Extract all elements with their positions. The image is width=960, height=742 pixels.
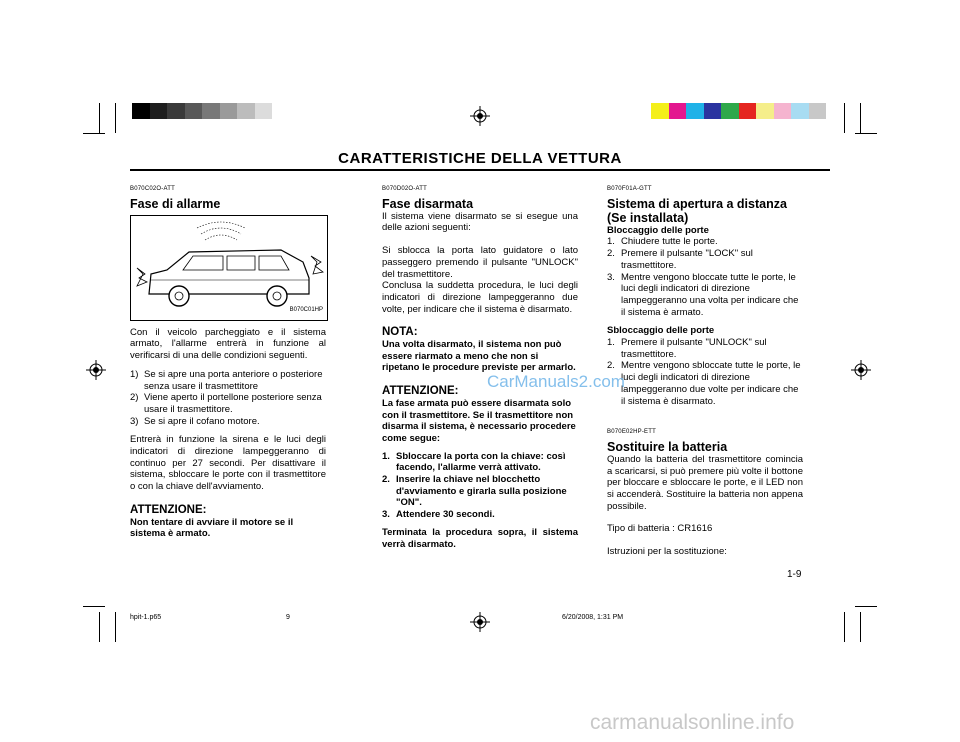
- color-swatch: [774, 103, 792, 119]
- unlock-list: [607, 337, 803, 407]
- warning-text: Non tentare di avviare il motore se il sistema è armato.: [130, 516, 294, 540]
- figure-code: B070C01HP: [289, 307, 323, 313]
- column-2: [382, 184, 578, 550]
- page-number: 1-9: [787, 569, 802, 580]
- paragraph: Si sblocca la porta lato guidatore o lato passeggero premendo il pulsante "UNLOCK" del trasmettitore.: [382, 245, 578, 280]
- color-swatch: [721, 103, 739, 119]
- gray-swatch: [202, 103, 220, 119]
- gray-swatch: [185, 103, 203, 119]
- column-3: [607, 184, 803, 558]
- gray-swatch: [167, 103, 185, 119]
- gray-swatch: [132, 103, 150, 119]
- registration-target-icon: [86, 360, 106, 380]
- condition-list: [130, 369, 326, 428]
- gray-swatch: [220, 103, 238, 119]
- list-item: 1. Sbloccare la porta con la chiave: così facendo, l'allarme verrà attivato.: [382, 450, 566, 474]
- bottom-watermark: carmanualsonline.info: [590, 711, 795, 734]
- final-note: Terminata la procedura sopra, il sistema verrà disarmato.: [382, 526, 578, 550]
- list-item: 2. Inserire la chiave nel blocchetto d'avviamento e girarla sulla posizione "ON".: [382, 474, 567, 509]
- paragraph: Con il veicolo parcheggiato e il sistema armato, l'allarme entrerà in funzione al verificarsi di una delle condizioni seguenti.: [130, 326, 326, 362]
- list-item: 1. Premere il pulsante "UNLOCK" sul trasmettitore.: [607, 337, 767, 360]
- warning-text: La fase armata può essere disarmata solo con il trasmettitore. Se il trasmettitore non disarma il sistema, è necessario procedere come segue:: [382, 397, 576, 444]
- footer-date: 6/20/2008, 1:31 PM: [562, 614, 624, 621]
- registration-target-icon: [851, 360, 871, 380]
- section-code: B070D02O-ATT: [382, 186, 427, 192]
- column-1: [130, 184, 326, 540]
- paragraph: Conclusa la suddetta procedura, le luci degli indicatori di direzione lampeggeranno due volte, per indicare che il sistema è disarmato.: [382, 280, 578, 315]
- color-swatch: [704, 103, 722, 119]
- color-swatch: [791, 103, 809, 119]
- color-swatch: [756, 103, 774, 119]
- paragraph: Il sistema viene disarmato se si esegue una delle azioni seguenti:: [382, 210, 578, 234]
- section-code: B070C02O-ATT: [130, 186, 175, 192]
- page-title: CARATTERISTICHE DELLA VETTURA: [338, 150, 622, 167]
- warning-heading: ATTENZIONE:: [130, 503, 207, 516]
- footer-filename: hpit-1.p65: [130, 614, 162, 621]
- procedure-list: [382, 451, 578, 521]
- color-swatch: [669, 103, 687, 119]
- section-heading: Sistema di apertura a distanza (Se installata): [607, 196, 787, 225]
- list-item: 3) Se si apre il cofano motore.: [130, 415, 260, 427]
- section-heading: Sostituire la batteria: [607, 439, 728, 454]
- section-heading: Fase disarmata: [382, 196, 474, 211]
- list-item: 2. Premere il pulsante "LOCK" sul trasmettitore.: [607, 248, 753, 271]
- footer-page: 9: [286, 614, 290, 621]
- paragraph: Entrerà in funzione la sirena e le luci degli indicatori di direzione lampeggeranno di continuo per 27 secondi. Per disattivare il sistema, sbloccare le porte con il trasmettitore o con la chiave dell'avviamento.: [130, 434, 326, 493]
- gray-swatch: [237, 103, 255, 119]
- list-item: 1) Se si apre una porta anteriore o posteriore senza usare il trasmettitore: [130, 368, 323, 392]
- list-item: 3. Attendere 30 secondi.: [382, 509, 495, 521]
- note-heading: NOTA:: [382, 326, 418, 339]
- color-swatch: [739, 103, 757, 119]
- battery-type: Tipo di batteria : CR1616: [607, 523, 713, 535]
- paragraph: Quando la batteria del trasmettitore comincia a scaricarsi, si può premere più volte il bottone per bloccare e sbloccare le porte, e il LED non si accenderà. Sostituire la batteria non appena possibile.: [607, 453, 803, 512]
- list-item: 2. Mentre vengono sbloccate tutte le porte, le luci degli indicatori di direzione lampeggeranno due volte per indicare che il sistema è disarmato.: [607, 360, 801, 407]
- section-code: B070F01A-GTT: [607, 186, 652, 192]
- subheading-lock: Bloccaggio delle porte: [607, 224, 709, 236]
- instructions-label: Istruzioni per la sostituzione:: [607, 546, 727, 558]
- list-item: 1. Chiudere tutte le porte.: [607, 236, 718, 248]
- car-alarm-illustration: [130, 215, 328, 321]
- gray-swatch: [255, 103, 273, 119]
- note-text: Una volta disarmato, il sistema non può essere riarmato a meno che non si ripetano le procedure previste per armarlo.: [382, 339, 576, 374]
- list-item: 3. Mentre vengono bloccate tutte le porte, le luci degli indicatori di direzione lampeggeranno una volta per indicare che il sistema è armato.: [607, 271, 799, 318]
- color-swatch: [686, 103, 704, 119]
- lock-list: [607, 236, 803, 318]
- gray-swatch: [150, 103, 168, 119]
- section-heading: Fase di allarme: [130, 196, 221, 211]
- list-item: 2) Viene aperto il portellone posteriore senza usare il trasmettitore.: [130, 392, 322, 415]
- color-swatch: [651, 103, 669, 119]
- warning-heading: ATTENZIONE:: [382, 385, 459, 398]
- registration-target-icon: [470, 106, 490, 126]
- registration-target-icon: [470, 612, 490, 632]
- section-code: B070E02HP-ETT: [607, 429, 656, 436]
- title-rule: [130, 169, 830, 171]
- subheading-unlock: Sbloccaggio delle porte: [607, 325, 715, 337]
- watermark: CarManuals2.com: [487, 372, 625, 391]
- color-swatch: [809, 103, 827, 119]
